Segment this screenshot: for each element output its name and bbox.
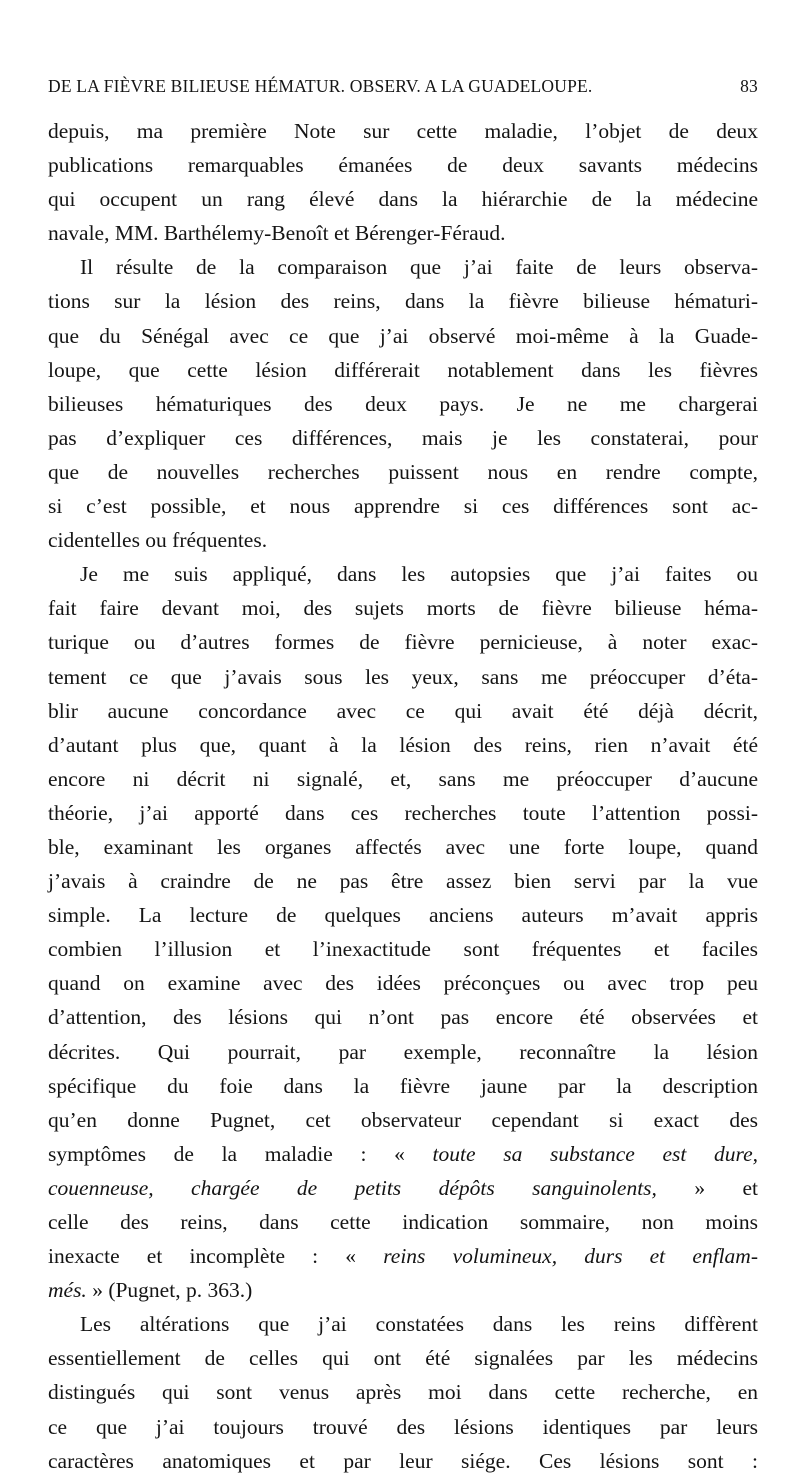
text-line: quand on examine avec des idées préconçues ou avec trop peu (48, 971, 758, 996)
running-head (48, 76, 758, 106)
text-line: cidentelles ou fréquentes. (48, 528, 268, 553)
text-line: loupe, que cette lésion différerait notablement dans les fièvres (48, 357, 758, 382)
italic-quote: reins volumineux, durs et enflam- (383, 1244, 758, 1269)
text-line: ce que j’ai toujours trouvé des lésions identiques par leurs (48, 1414, 758, 1439)
text-line: tions sur la lésion des reins, dans la fièvre bilieuse hématuri- (48, 289, 758, 314)
text-line: tement ce que j’avais sous les yeux, sans me préoccuper d’éta- (48, 664, 758, 689)
text-line (48, 1137, 758, 1171)
text-run: inexacte et incomplète : « (48, 1244, 384, 1269)
text-line: que du Sénégal avec ce que j’ai observé moi-même à la Guade- (48, 323, 758, 348)
text-line: turique ou d’autres formes de fièvre pernicieuse, à noter exac- (48, 630, 758, 655)
page-number: 83 (740, 76, 758, 96)
text-line: depuis, ma première Note sur cette maladie, l’objet de deux (48, 119, 758, 143)
paragraph-3 (48, 557, 758, 1307)
italic-quote: més. (48, 1278, 87, 1303)
text-line: simple. La lecture de quelques anciens auteurs m’avait appris (48, 903, 758, 928)
text-run: » (Pugnet, p. 363.) (86, 1278, 253, 1303)
text-line: spécifique du foie dans la fièvre jaune par la description (48, 1073, 758, 1098)
italic-quote: couenneuse, chargée de petits dépôts sanguinolents, (48, 1175, 657, 1200)
text-line: d’autant plus que, quant à la lésion des reins, rien n’avait été (48, 732, 758, 757)
text-line: qui occupent un rang élevé dans la hiérarchie de la médecine (48, 187, 758, 212)
text-line: qu’en donne Pugnet, cet observateur cependant si exact des (48, 1107, 758, 1132)
text-line: caractères anatomiques et par leur siége. Ces lésions sont : (48, 1448, 758, 1473)
text-line: décrites. Qui pourrait, par exemple, reconnaître la lésion (48, 1039, 758, 1064)
text-line: bilieuses hématuriques des deux pays. Je ne me chargerai (48, 391, 758, 416)
text-line: j’avais à craindre de ne pas être assez bien servi par la vue (48, 869, 758, 894)
text-line: d’attention, des lésions qui n’ont pas encore été observées et (48, 1005, 758, 1030)
body-text (48, 114, 758, 1478)
text-line: navale, MM. Barthélemy-Benoît et Bérenger-Féraud. (48, 221, 506, 246)
text-line: Les altérations que j’ai constatées dans les reins diffèrent (80, 1312, 758, 1337)
text-line (48, 1273, 758, 1307)
text-line: publications remarquables émanées de deux savants médecins (48, 153, 758, 178)
italic-quote: toute sa substance est dure, (432, 1141, 758, 1166)
text-line (48, 1171, 758, 1205)
text-line: celle des reins, dans cette indication sommaire, non moins (48, 1210, 758, 1234)
text-line: combien l’illusion et l’inexactitude sont fréquentes et faciles (48, 937, 758, 962)
text-line: distingués qui sont venus après moi dans cette recherche, en (48, 1380, 758, 1405)
text-line: que de nouvelles recherches puissent nous en rendre compte, (48, 459, 758, 484)
text-line: théorie, j’ai apporté dans ces recherches toute l’attention possi- (48, 800, 758, 825)
text-run: » et (656, 1175, 758, 1200)
text-run: symptômes de la maladie : « (48, 1141, 433, 1166)
text-line: fait faire devant moi, des sujets morts de fièvre bilieuse héma- (48, 596, 758, 621)
text-line: Je me suis appliqué, dans les autopsies que j’ai faites ou (80, 562, 758, 587)
text-line: si c’est possible, et nous apprendre si ces différences sont ac- (48, 494, 758, 519)
text-line: blir aucune concordance avec ce qui avait été déjà décrit, (48, 698, 758, 723)
text-line: Il résulte de la comparaison que j’ai faite de leurs observa- (80, 255, 758, 280)
paragraph-1 (48, 114, 758, 250)
paragraph-2 (48, 250, 758, 557)
text-line: essentiellement de celles qui ont été signalées par les médecins (48, 1346, 758, 1371)
text-line: pas d’expliquer ces différences, mais je les constaterai, pour (48, 425, 758, 450)
text-line: ble, examinant les organes affectés avec une forte loupe, quand (48, 834, 758, 859)
paragraph-4 (48, 1307, 758, 1477)
text-line: encore ni décrit ni signalé, et, sans me préoccuper d’aucune (48, 766, 758, 791)
text-line (48, 1239, 758, 1273)
running-title: DE LA FIÈVRE BILIEUSE HÉMATUR. OBSERV. A LA GUADELOUPE. (48, 76, 593, 96)
